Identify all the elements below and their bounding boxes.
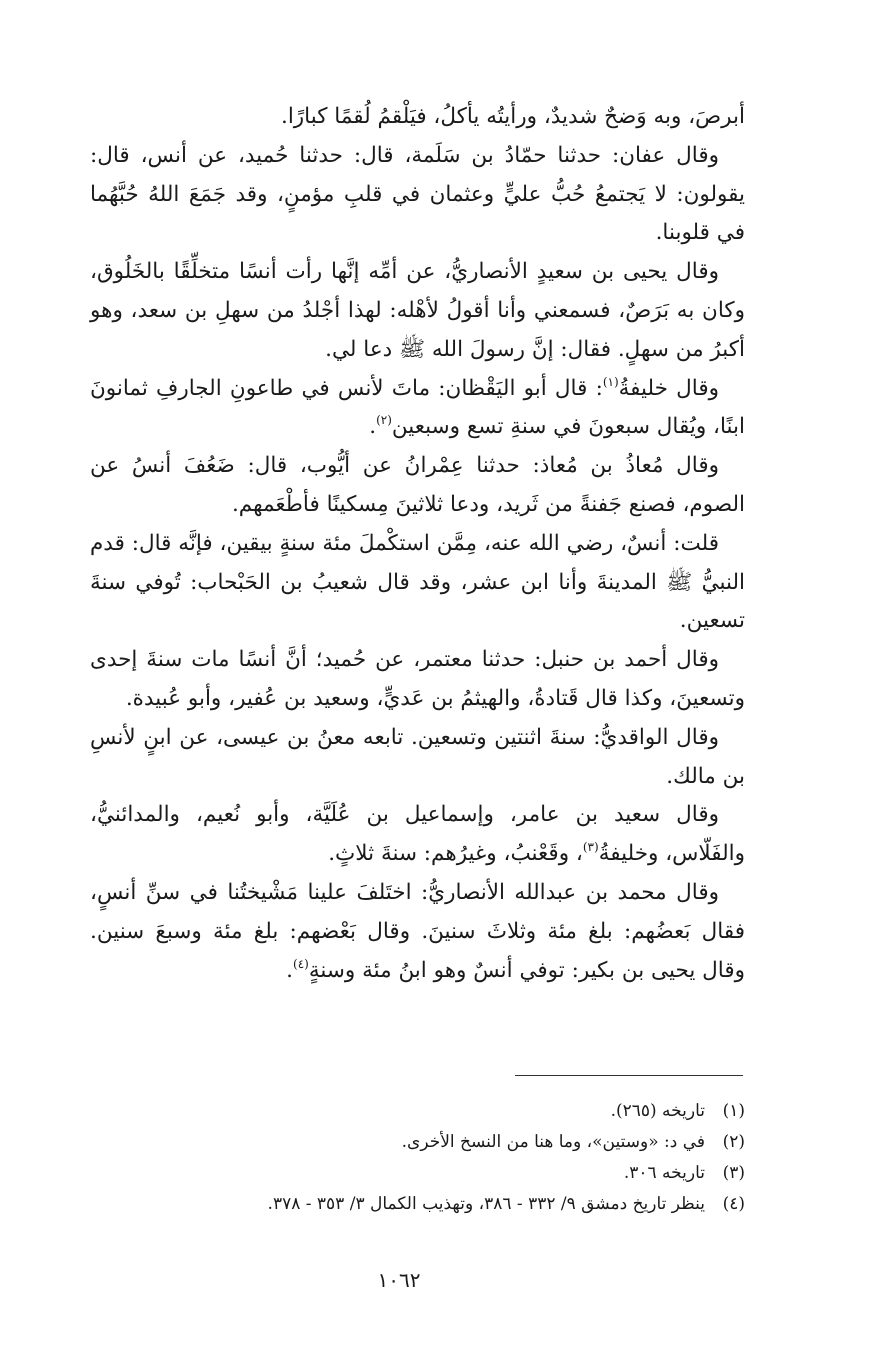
footnote [100,1189,745,1220]
footnote-number: (٤) [722,1194,745,1214]
footnote-number: (٢) [722,1132,745,1152]
footnote-number: (١) [722,1101,745,1121]
footnote-text: تاريخه ٣٠٦. [623,1163,705,1183]
paragraph-text: . [369,414,377,440]
footnote [100,1158,745,1189]
paragraph: قلت: أنسٌ، رضي الله عنه، مِمَّن استكْملَ مئة سنةٍ بيقين، فإنَّه قال: قدم النبيُّ ﷺ المدينةَ وأنا ابن عشر، وقد قال شعيبُ بن الحَبْحاب: تُوفي سنةَ تسعين. [90,530,745,634]
paragraph [90,874,745,990]
paragraph [90,370,745,448]
paragraph [90,796,745,874]
paragraph-text: ، وقَعْنبُ، وغيرُهم: سنةَ ثلاثٍ. [328,841,583,867]
footnote-separator [515,1075,743,1076]
paragraph-text: . [286,957,293,983]
footnote-text: ينظر تاريخ دمشق ٩/ ٣٣٢ - ٣٨٦، وتهذيب الكمال ٣/ ٣٥٣ - ٣٧٨. [267,1194,705,1214]
footnote-reference: (٢) [376,413,392,428]
footnote-reference: (٤) [293,956,309,971]
footnotes [100,1096,745,1220]
paragraph: وقال الواقديُّ: سنةَ اثنتين وتسعين. تابعه معنُ بن عيسى، عن ابنٍ لأنسِ بن مالك. [90,724,745,789]
page-number: ١٠٦٢ [377,1268,421,1292]
footnote [100,1096,745,1127]
paragraph-text: وقال سعيد بن عامر، وإسماعيل بن عُلَيَّة، وأبو نُعيم، والمدائنيُّ، والفَلّاس، وخليفةُ [90,802,745,867]
paragraph: وقال عفان: حدثنا حمّادُ بن سَلَمة، قال: حدثنا حُميد، عن أنس، قال: يقولون: لا يَجتمعُ حُبُّ عليٍّ وعثمان في قلبِ مؤمنٍ، وقد جَمَعَ اللهُ حُبَّهُما في قلوبنا. [90,142,745,246]
paragraph-text: وقال خليفةُ [618,375,720,401]
paragraph-text: : قال أبو اليَقْظان: ماتَ لأنس في طاعونِ الجارفِ ثمانونَ ابنًا، ويُقال سبعونَ في سنةِ تسع وسبعين [90,375,745,440]
footnote-reference: (٣) [582,840,599,855]
paragraph: وقال يحيى بن سعيدٍ الأنصاريُّ، عن أمِّه إنَّها رأت أنسًا متخلِّقًا بالخَلُوق، وكان به بَرَصٌ، فسمعني وأنا أقولُ لأهْله: لهذا أجْلدُ من سهلِ بن سعد، وهو أكبرُ من سهلٍ. فقال: إنَّ رسولَ الله ﷺ دعا لي. [90,259,745,362]
footnote-text: في د: «وستين»، وما هنا من النسخ الأخرى. [401,1132,705,1152]
footnote-reference: (١) [602,374,619,389]
footnote-number: (٣) [722,1163,745,1183]
paragraph: وقال مُعاذُ بن مُعاذ: حدثنا عِمْرانُ عن أيُّوب، قال: ضَعُفَ أنسُ عن الصوم، فصنع جَفنةً من ثَريد، ودعا ثلاثينَ مِسكينًا فأطْعَمهم. [90,453,745,517]
footnote-text: تاريخه (٢٦٥). [610,1101,705,1121]
main-text [90,98,745,990]
paragraph: وقال أحمد بن حنبل: حدثنا معتمر، عن حُميد؛ أنَّ أنسًا مات سنةَ إحدى وتسعينَ، وكذا قال قَتادةُ، والهيثمُ بن عَديٍّ، وسعيد بن عُفير، وأبو عُبيدة. [90,647,745,711]
paragraph: أبرصَ، وبه وَضحٌ شديدٌ، ورأيتُه يأكلُ، فيَلْقمُ لُقمًا كبارًا. [280,104,745,129]
footnote [100,1127,745,1158]
paragraph-text: وقال محمد بن عبدالله الأنصاريُّ: اختَلفَ علينا مَشْيختُنا في سنِّ أنسٍ، فقال بَعضُهم: بلغ مئة وثلاثَ سنينَ. وقال بَعْضهم: بلغ مئة وسبعَ سنين. وقال يحيى بن بكير: توفي أنسٌ وهو ابنُ مئة وسنةٍ [90,879,745,983]
